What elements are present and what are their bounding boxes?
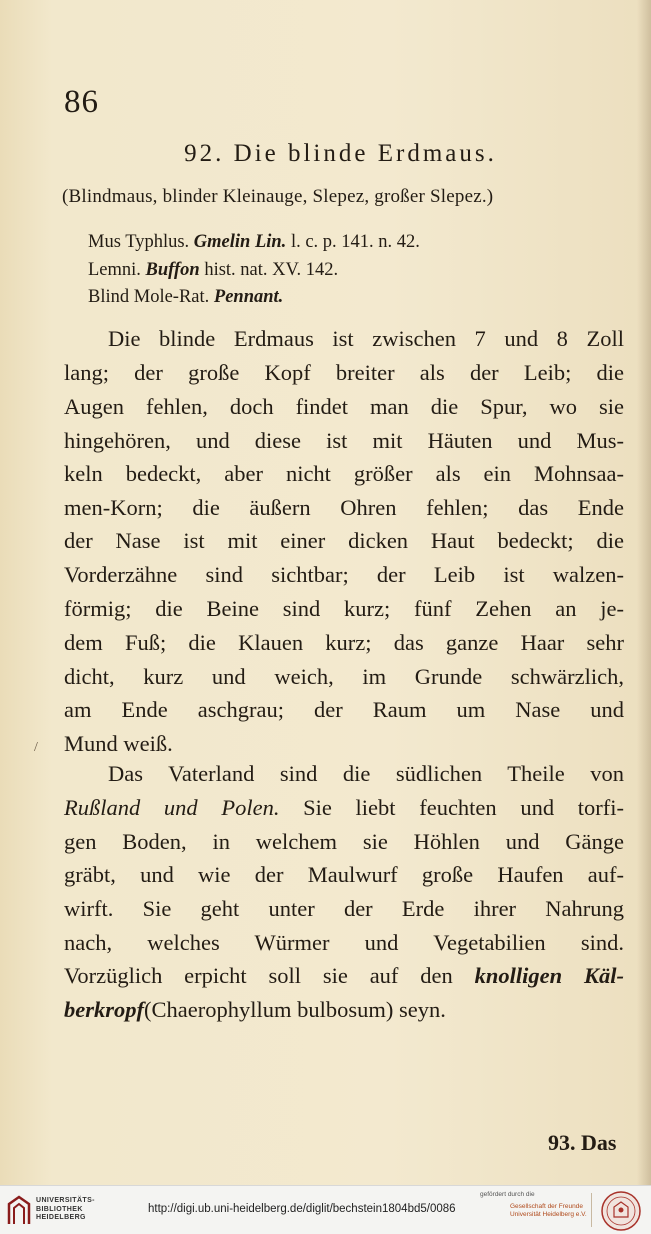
permalink-url[interactable]: http://digi.ub.uni-heidelberg.de/diglit/bechstein1804bd5/0086 [148, 1203, 456, 1215]
text-line: gen Boden, in welchem sie Höhlen und Gänge [64, 829, 624, 854]
reference-name: Mus Typhlus. [88, 232, 190, 252]
italic-plant-name: berkropf [64, 997, 144, 1022]
sponsor-name-line: Universität Heidelberg e.V. [510, 1211, 587, 1218]
text-line [64, 999, 624, 1022]
text-line: gräbt, und wie der Maulwurf große Haufen auf- [64, 862, 624, 887]
text-fragment: Sie liebt feuchten und torfi- [279, 795, 624, 820]
text-line: dem Fuß; die Klauen kurz; das ganze Haar sehr [64, 630, 624, 655]
text-line: dicht, kurz und weich, im Grunde schwärzlich, [64, 664, 624, 689]
library-name [36, 1197, 95, 1223]
text-line: Mund weiß. [64, 731, 173, 756]
viewer-footer [0, 1185, 651, 1234]
text-line: lang; der große Kopf breiter als der Leib; die [64, 360, 624, 385]
text-line: der Nase ist mit einer dicken Haut bedeckt; die [64, 528, 624, 553]
text-line: Das Vaterland sind die südlichen Theile von [108, 761, 624, 786]
synonyms-line: (Blindmaus, blinder Kleinauge, Slepez, großer Slepez.) [62, 186, 494, 207]
text-line: förmig; die Beine sind kurz; fünf Zehen an je- [64, 596, 624, 621]
reference-line [88, 260, 338, 281]
reference-name: Blind Mole-Rat. [88, 287, 210, 307]
text-line: nach, welches Würmer und Vegetabilien sind. [64, 930, 624, 955]
text-fragment: (Chaerophyllum bulbosum) seyn. [144, 997, 446, 1022]
italic-place: Rußland und Polen. [64, 795, 280, 820]
text-line [64, 797, 624, 820]
text-line [64, 965, 624, 988]
library-name-line: BIBLIOTHEK [36, 1205, 83, 1213]
page-edge-shadow [637, 0, 651, 1185]
reference-line [88, 232, 420, 253]
library-logo-icon [6, 1194, 32, 1226]
text-line: wirft. Sie geht unter der Erde ihrer Nahrung [64, 896, 624, 921]
reference-author: Buffon [145, 260, 200, 280]
sponsor-name [510, 1203, 587, 1219]
library-name-line: UNIVERSITÄTS- [36, 1197, 95, 1204]
italic-plant-name: knolligen Käl- [474, 963, 624, 988]
text-line: Die blinde Erdmaus ist zwischen 7 und 8 Zoll [108, 326, 624, 351]
text-line: am Ende aschgrau; der Raum um Nase und [64, 697, 624, 722]
reference-name: Lemni. [88, 260, 141, 280]
text-fragment: Vorzüglich erpicht soll sie auf den [64, 963, 475, 988]
footer-divider [591, 1193, 592, 1227]
text-line: men-Korn; die äußern Ohren fehlen; das Ende [64, 495, 624, 520]
margin-mark: / [34, 740, 38, 755]
catchword: 93. Das [548, 1130, 617, 1155]
reference-author: Gmelin Lin. [193, 232, 287, 252]
reference-line [88, 287, 283, 308]
reference-rest: hist. nat. XV. 142. [204, 260, 339, 280]
text-line: Augen fehlen, doch findet man die Spur, wo sie [64, 394, 624, 419]
sponsor-caption: gefördert durch die [480, 1191, 535, 1198]
reference-author: Pennant. [213, 287, 284, 307]
sponsor-name-line: Gesellschaft der Freunde [510, 1203, 583, 1210]
text-line: keln bedeckt, aber nicht größer als ein Mohnsaa- [64, 461, 624, 486]
library-name-line: HEIDELBERG [36, 1214, 86, 1221]
reference-rest: l. c. p. 141. n. 42. [290, 232, 420, 252]
page-number: 86 [64, 84, 99, 120]
text-line: hingehören, und diese ist mit Häuten und Mus- [64, 428, 624, 453]
section-title [0, 140, 651, 168]
section-title-text: 92. Die blinde Erdmaus. [184, 140, 497, 167]
university-seal-icon [600, 1190, 642, 1232]
text-line: Vorderzähne sind sichtbar; der Leib ist walzen- [64, 562, 624, 587]
